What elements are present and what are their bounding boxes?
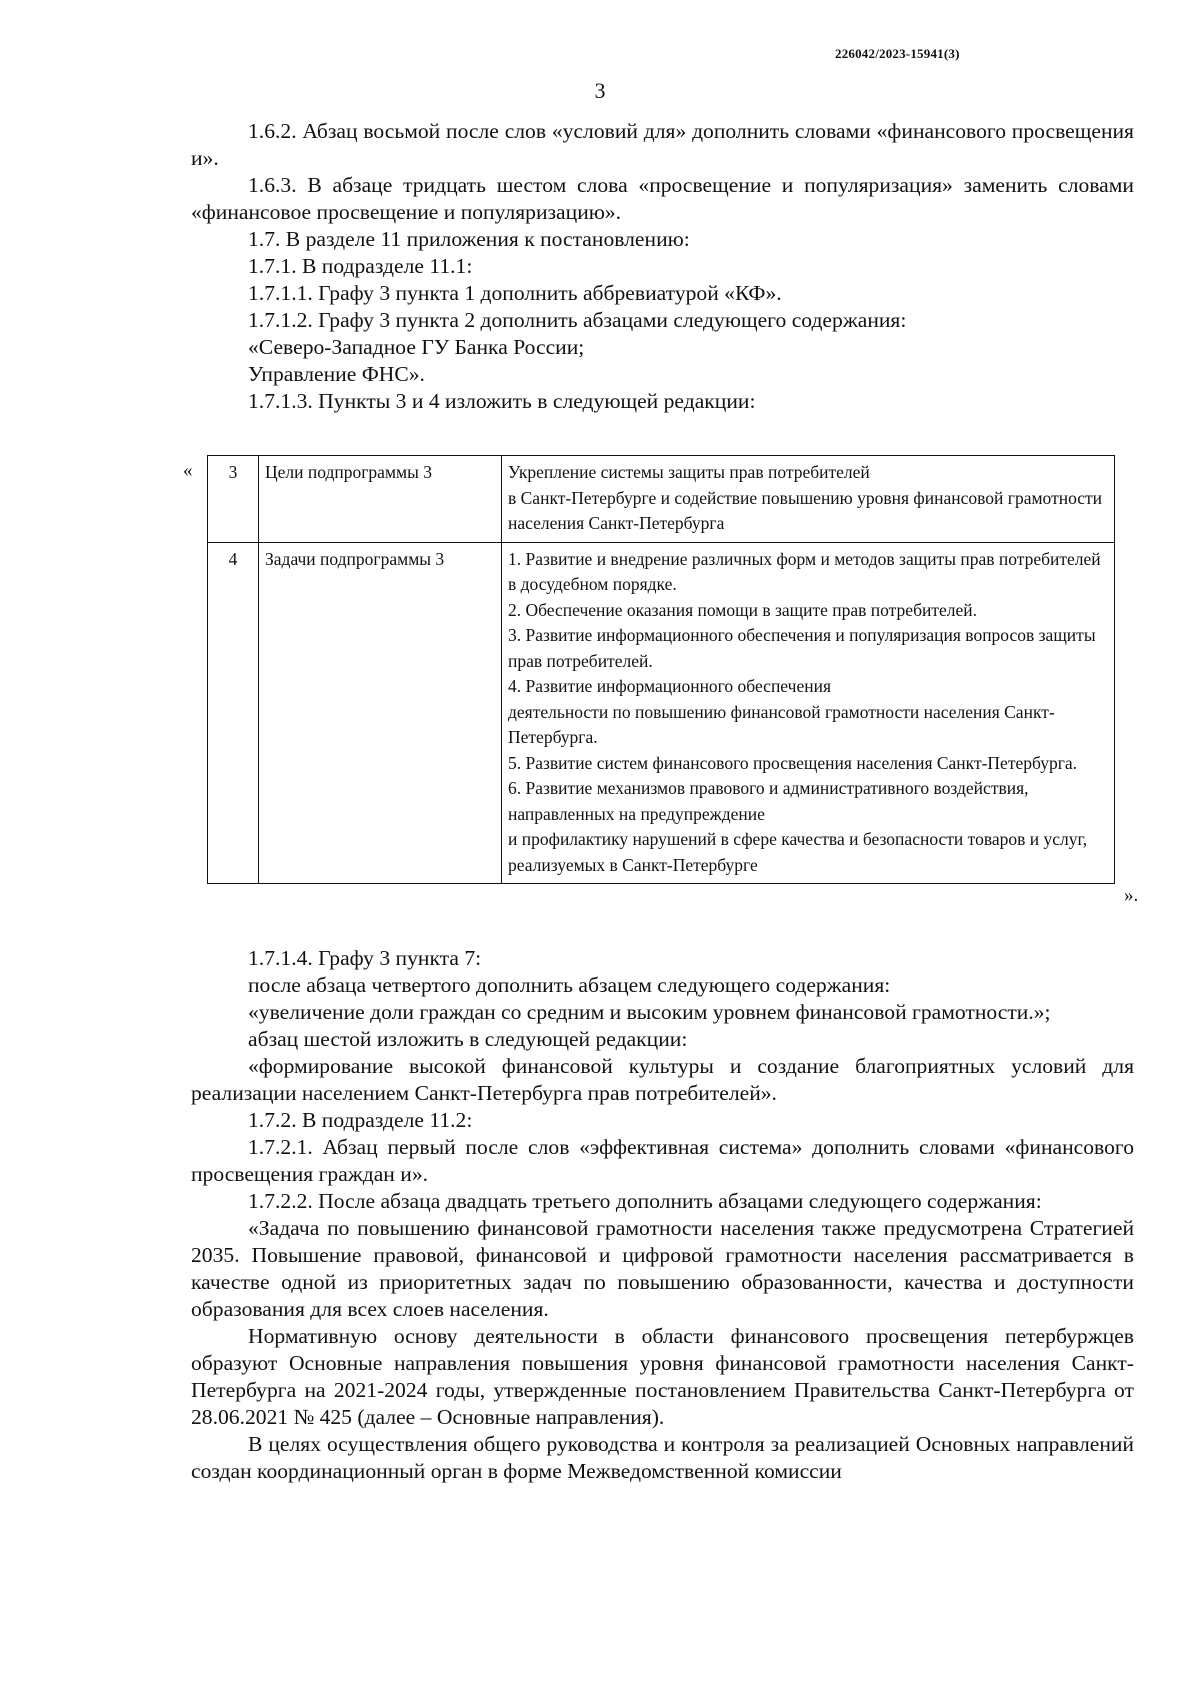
table-row [208, 542, 1115, 884]
paragraph-quote-fns: Управление ФНС». [248, 362, 425, 386]
paragraph-1-7-1-4: 1.7.1.4. Графу 3 пункта 7: [248, 946, 482, 970]
row-content-line: 4. Развитие информационного обеспечения [508, 676, 831, 696]
paragraph-1-7-2: 1.7.2. В подразделе 11.2: [248, 1108, 473, 1132]
row-number: 4 [208, 542, 259, 884]
row-name: Задачи подпрограммы 3 [259, 542, 502, 884]
row-content-line: Укрепление системы защиты прав потребителей [508, 462, 870, 482]
table-row [208, 456, 1115, 543]
row-content [502, 456, 1115, 543]
paragraph-1-6-3: 1.6.3. В абзаце тридцать шестом слова «просвещение и популяризация» заменить словами «финансовое просвещение и популяризацию». [191, 173, 1134, 224]
paragraph-1-6-2: 1.6.2. Абзац восьмой после слов «условий для» дополнить словами «финансового просвещения и». [191, 119, 1134, 170]
row-content-line: и профилактику нарушений в сфере качества и безопасности товаров и услуг, реализуемых в Санкт-Петербурге [508, 829, 1088, 875]
row-content-line: деятельности по повышению финансовой грамотности населения Санкт-Петербурга. [508, 701, 1055, 747]
row-content-line: 6. Развитие механизмов правового и административного воздействия, направленных на предупреждение [508, 778, 1029, 824]
paragraph-sixth-abzac: абзац шестой изложить в следующей редакции: [248, 1027, 688, 1051]
row-content-line: 2. Обеспечение оказания помощи в защите прав потребителей. [508, 599, 977, 620]
amendment-table [207, 455, 1115, 884]
paragraph-1-7-1-2: 1.7.1.2. Графу 3 пункта 2 дополнить абзацами следующего содержания: [248, 308, 907, 332]
row-content [502, 542, 1115, 884]
paragraph-quote-formation: «формирование высокой финансовой культуры и создание благоприятных условий для реализации населением Санкт-Петербурга прав потребителей». [191, 1054, 1134, 1105]
row-content-line: 5. Развитие систем финансового просвещения населения Санкт-Петербурга. [508, 752, 1078, 773]
paragraph-after-fourth: после абзаца четвертого дополнить абзацем следующего содержания: [248, 973, 891, 997]
paragraph-1-7-1-1: 1.7.1.1. Графу 3 пункта 1 дополнить аббревиатурой «КФ». [248, 281, 782, 305]
row-content-line: в Санкт-Петербурге и содействие повышению уровня финансовой грамотности населения Санкт-Петербурга [508, 487, 1103, 533]
page-number: 3 [594, 78, 606, 103]
table-open-quote: « [183, 460, 193, 481]
row-content-line: 1. Развитие и внедрение различных форм и методов защиты прав потребителей в досудебном порядке. [508, 548, 1101, 594]
document-number: 226042/2023-15941(3) [835, 46, 960, 61]
body-text-bottom [191, 945, 1134, 1485]
table-close-quote: ». [1124, 885, 1139, 906]
row-number: 3 [208, 456, 259, 543]
paragraph-quote-sz-gu: «Северо-Западное ГУ Банка России; [248, 335, 585, 359]
paragraph-quote-increase: «увеличение доли граждан со средним и высоким уровнем финансовой грамотности.»; [248, 1000, 1051, 1024]
body-text-top [191, 118, 1134, 415]
paragraph-1-7-2-2: 1.7.2.2. После абзаца двадцать третьего дополнить абзацами следующего содержания: [248, 1189, 1042, 1213]
paragraph-1-7-1-3: 1.7.1.3. Пункты 3 и 4 изложить в следующей редакции: [248, 389, 756, 413]
paragraph-1-7-1: 1.7.1. В подразделе 11.1: [248, 254, 473, 278]
paragraph-normative-basis: Нормативную основу деятельности в области финансового просвещения петербуржцев образуют Основные направления повышения уровня финансовой грамотности населения Санкт-Петербурга на 2021-2024 годы, утвержденные постановлением Правительства Санкт-Петербурга от 28.06.2021 № 425 (далее – Основные направления). [191, 1324, 1134, 1429]
row-name: Цели подпрограммы 3 [259, 456, 502, 543]
paragraph-1-7-2-1: 1.7.2.1. Абзац первый после слов «эффективная система» дополнить словами «финансового просвещения граждан и». [191, 1135, 1134, 1186]
paragraph-coordination: В целях осуществления общего руководства и контроля за реализацией Основных направлений создан координационный орган в форме Межведомственной комиссии [191, 1432, 1134, 1483]
row-content-line: 3. Развитие информационного обеспечения и популяризация вопросов защиты прав потребителей. [508, 625, 1096, 671]
paragraph-1-7: 1.7. В разделе 11 приложения к постановлению: [248, 227, 690, 251]
paragraph-quote-strategy: «Задача по повышению финансовой грамотности населения также предусмотрена Стратегией 2035. Повышение правовой, финансовой и цифровой грамотности населения рассматривается в качестве одной из приоритетных задач по повышению образованности, качества и доступности образования для всех слоев населения. [191, 1216, 1134, 1321]
